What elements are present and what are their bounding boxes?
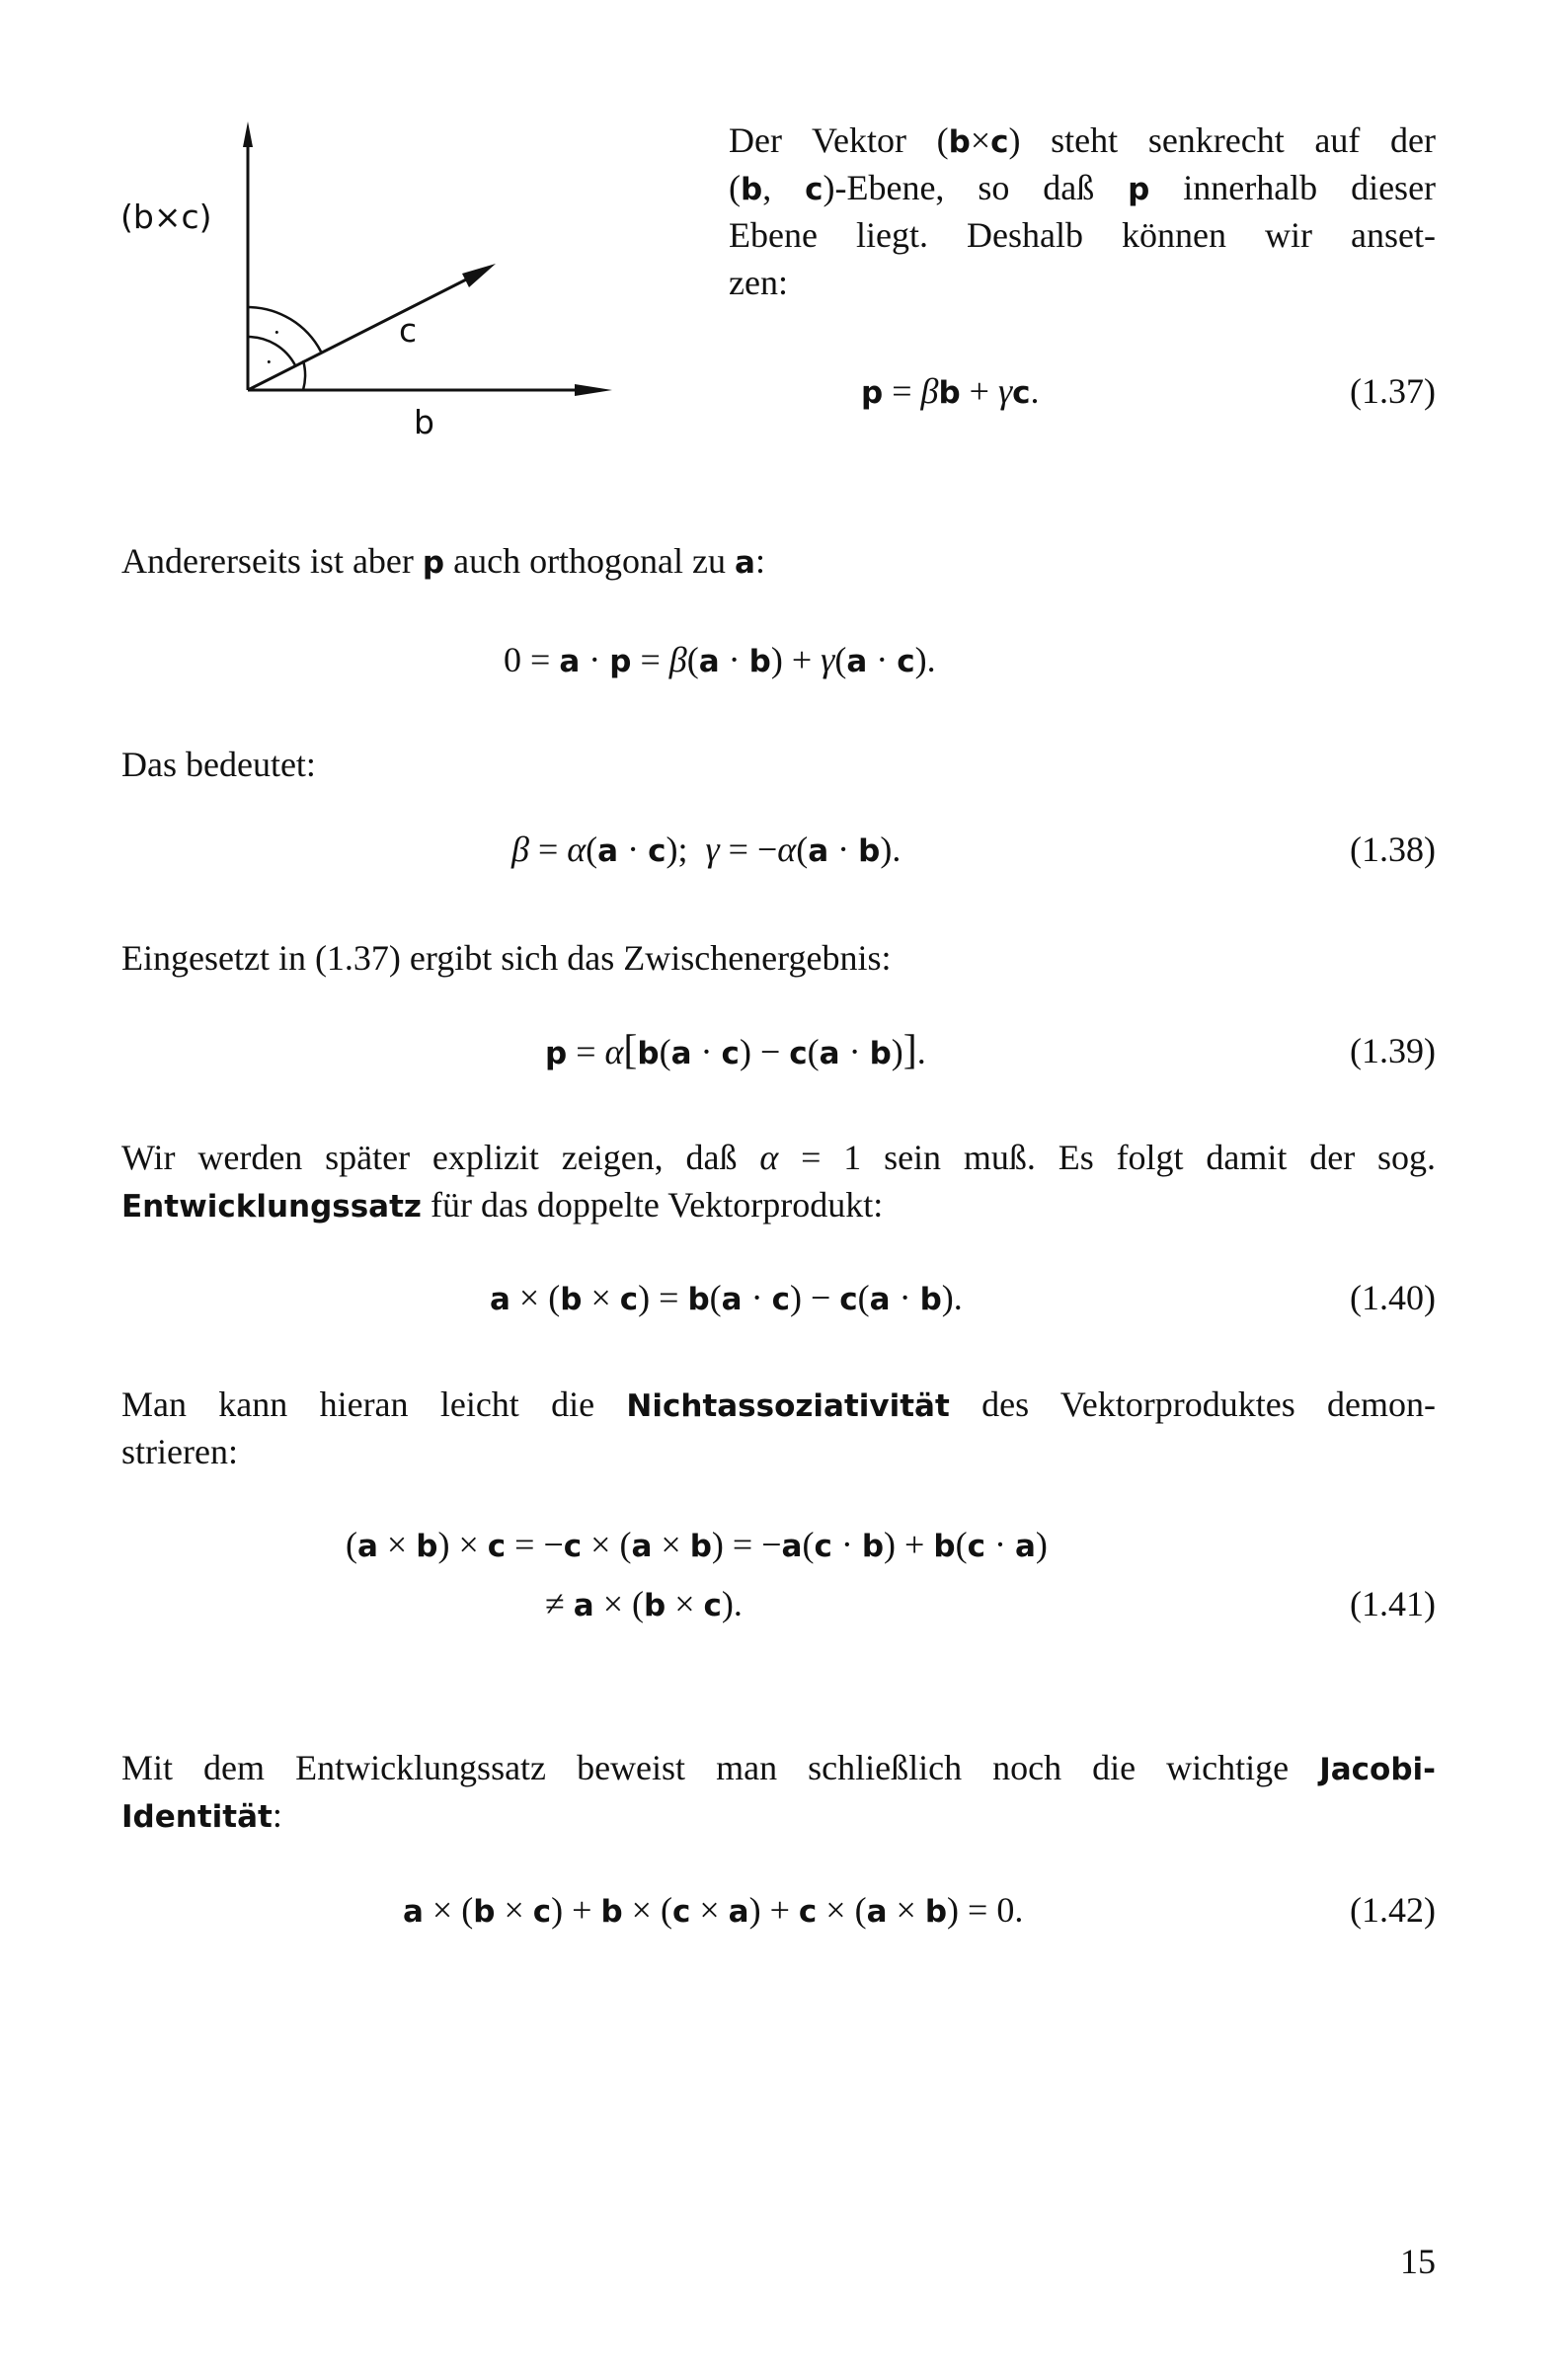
equation-number-1-40: (1.40) — [1350, 1278, 1436, 1317]
paragraph-orthogonal: Andererseits ist aber p auch orthogonal zu a: — [121, 541, 765, 581]
equation-1-39: p = α[b(a · c) − c(a · b)]. — [545, 1028, 926, 1073]
paragraph-spaeter-line-1: Wir werden später explizit zeigen, daß α = 1 sein muß. Es folgt damit der sog. — [121, 1138, 1437, 1177]
paragraph-nichtassoz-line-1: Man kann hieran leicht die Nichtassoziativität des Vektorproduktes demon- — [121, 1384, 1437, 1424]
equation-number-1-39: (1.39) — [1350, 1031, 1436, 1070]
vector-diagram — [118, 114, 632, 449]
right-angle-mark-2: · — [265, 348, 274, 376]
equation-1-42: a × (b × c) + b × (c × a) + c × (a × b) = 0. — [403, 1890, 1024, 1930]
right-angle-arc-outer — [248, 307, 321, 352]
paragraph-jacobi-line-1: Mit dem Entwicklungssatz beweist man schließlich noch die wichtige Jacobi- — [121, 1748, 1436, 1787]
equation-number-1-37: (1.37) — [1350, 371, 1436, 411]
equation-number-1-41: (1.41) — [1350, 1584, 1436, 1623]
page-number: 15 — [1400, 2242, 1436, 2281]
paragraph-spaeter-line-2: Entwicklungssatz für das doppelte Vektorprodukt: — [121, 1185, 884, 1225]
intro-line-4: zen: — [729, 263, 788, 302]
axis-b-arrowhead — [575, 384, 612, 396]
intro-line-2: (b, c)-Ebene, so daß p innerhalb dieser — [729, 168, 1437, 207]
vector-c — [248, 270, 486, 390]
equation-orthogonality: 0 = a · p = β(a · b) + γ(a · c). — [504, 640, 936, 679]
vector-c-arrowhead — [462, 264, 496, 287]
equation-number-1-42: (1.42) — [1350, 1890, 1436, 1930]
paragraph-bedeutet: Das bedeutet: — [121, 745, 316, 784]
equation-1-40: a × (b × c) = b(a · c) − c(a · b). — [490, 1278, 963, 1317]
right-angle-mark-1: · — [273, 318, 281, 347]
equation-1-38: β = α(a · c); γ = −α(a · b). — [511, 830, 902, 869]
label-b: b — [414, 403, 434, 441]
equation-number-1-38: (1.38) — [1350, 830, 1436, 869]
equation-1-41-line-1: (a × b) × c = −c × (a × b) = −a(c · b) + b(c · a) — [346, 1525, 1048, 1564]
equation-1-37: p = βb + γc. — [861, 371, 1040, 411]
intro-line-1: Der Vektor (b×c) steht senkrecht auf der — [729, 120, 1437, 160]
paragraph-jacobi-line-2: Identität: — [121, 1795, 282, 1835]
equation-1-41-line-2: ≠ a × (b × c). — [545, 1584, 743, 1623]
paragraph-eingesetzt: Eingesetzt in (1.37) ergibt sich das Zwischenergebnis: — [121, 938, 892, 978]
label-c: c — [399, 311, 418, 350]
paragraph-nichtassoz-line-2: strieren: — [121, 1432, 238, 1471]
label-bxc: (b×c) — [120, 198, 212, 236]
intro-line-3: Ebene liegt. Deshalb können wir anset- — [729, 215, 1436, 255]
right-angle-arc-small — [303, 360, 305, 390]
axis-bxc-arrowhead — [243, 121, 253, 147]
